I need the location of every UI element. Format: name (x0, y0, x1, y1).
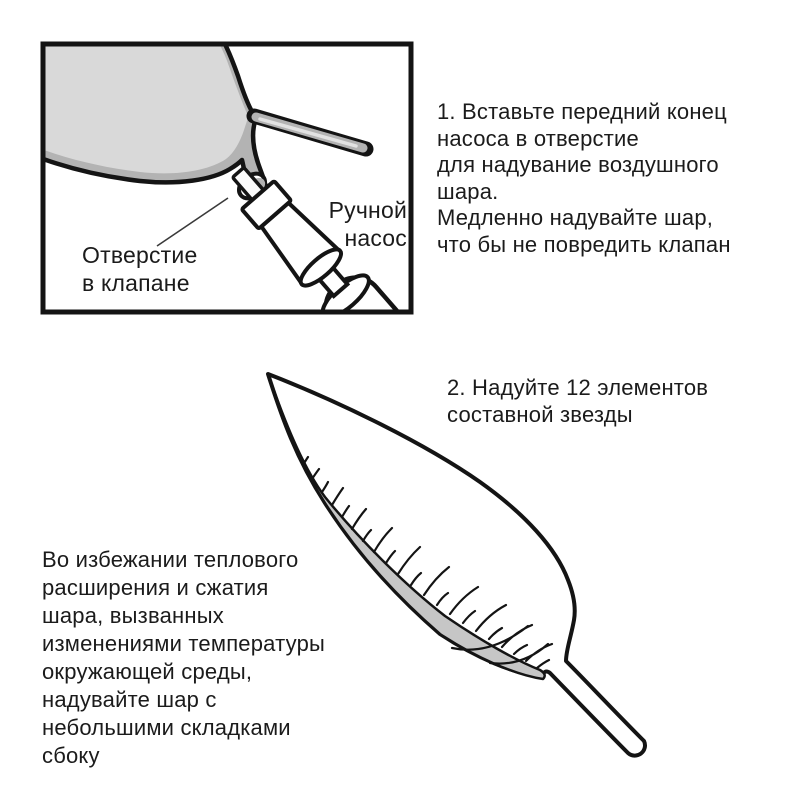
hole-label-line2: в клапане (82, 270, 190, 296)
note-line: сбоку (42, 743, 100, 768)
note-line: надувайте шар с (42, 687, 217, 712)
step1-line: для надувание воздушного (437, 152, 719, 177)
hand-pump (216, 153, 437, 395)
hole-leader-line (157, 198, 228, 246)
balloon-tail (254, 116, 366, 149)
note-line: Во избежании теплового (42, 547, 299, 572)
note-line: расширения и сжатия (42, 575, 269, 600)
step1-line: насоса в отверстие (437, 125, 639, 151)
pump-label-line2: насос (344, 225, 407, 251)
step1-line: шара. (437, 178, 499, 204)
step1-line: Медленно надувайте шар, (437, 205, 714, 230)
note-line: окружающей среды, (42, 659, 253, 684)
step2-line: составной звезды (447, 401, 633, 427)
panel1-figure (0, 0, 437, 395)
hole-label-line1: Отверстие (82, 242, 198, 268)
step1-line: что бы не повредить клапан (437, 231, 731, 257)
note-line: небольшими складками (42, 715, 291, 740)
note-line: шара, вызванных (42, 603, 224, 628)
balloon-highlight (0, 0, 248, 173)
note-line: изменениями температуры (42, 631, 326, 656)
step1-text (437, 99, 731, 258)
step2-text (447, 375, 708, 428)
pump-label-line1: Ручной (328, 197, 407, 223)
step1-line: 1. Вставьте передний конец (437, 99, 727, 124)
thermal-note-text (42, 546, 325, 770)
step2-line: 2. Надуйте 12 элементов (447, 375, 709, 400)
